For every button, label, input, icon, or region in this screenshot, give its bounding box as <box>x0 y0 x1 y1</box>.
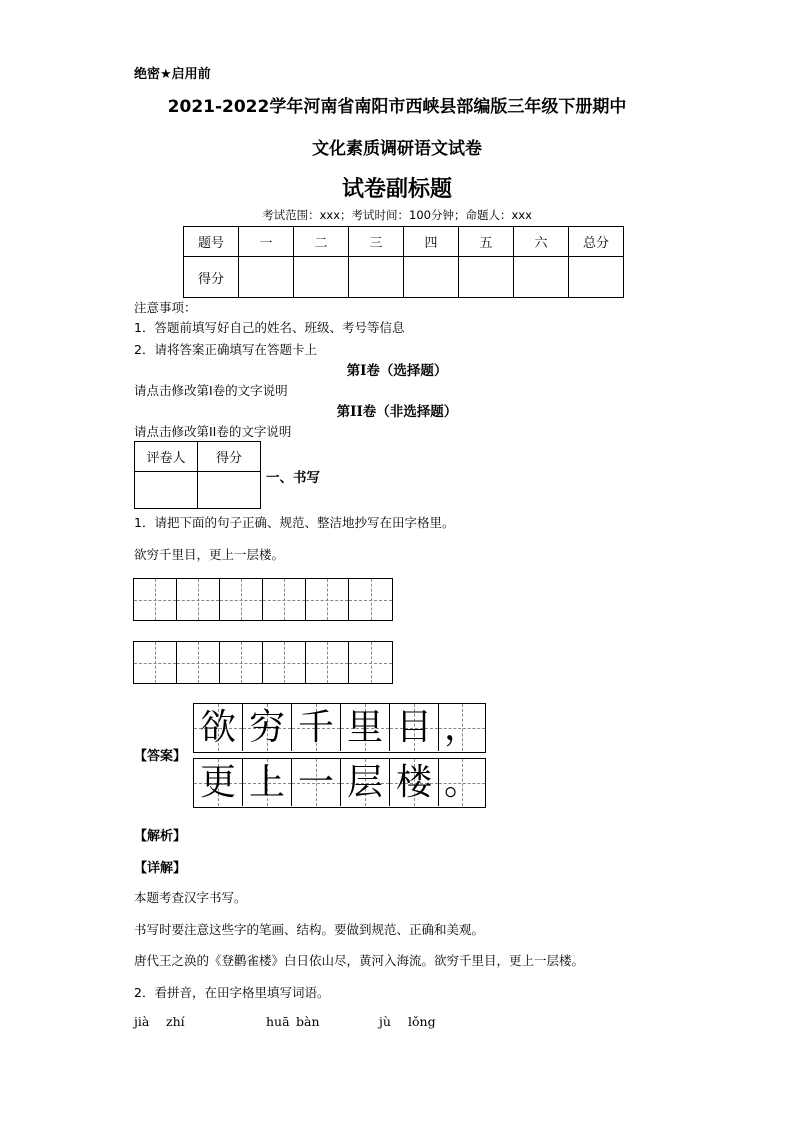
detail-label: 【详解】 <box>134 861 187 876</box>
tian-cell[interactable] <box>306 579 349 620</box>
tian-cell[interactable] <box>306 642 349 683</box>
score-header-cell: 二 <box>294 227 349 257</box>
answer-cell <box>439 759 485 806</box>
score-header-cell: 总分 <box>569 227 624 257</box>
grader-header: 评卷人 <box>135 442 198 472</box>
grader-input-cell[interactable] <box>198 472 261 509</box>
score-header-cell: 五 <box>459 227 514 257</box>
volume2-desc[interactable]: 请点击修改第II卷的文字说明 <box>134 424 292 439</box>
answer-char: 楼 <box>395 762 432 803</box>
pinyin-syllable: zhí <box>166 1014 185 1029</box>
answer-char: 一 <box>297 762 334 803</box>
grader-input-cell[interactable] <box>135 472 198 509</box>
score-header-cell: 三 <box>349 227 404 257</box>
answer-cell <box>390 759 439 806</box>
analysis-line: 书写时要注意这些字的笔画、结构。要做到规范、正确和美观。 <box>134 922 485 937</box>
question1-sentence: 欲穷千里目，更上一层楼。 <box>134 547 285 562</box>
answer-label: 【答案】 <box>134 749 187 764</box>
answer-cell <box>243 704 292 751</box>
analysis-line: 唐代王之涣的《登鹳雀楼》白日依山尽，黄河入海流。欲穷千里目，更上一层楼。 <box>134 953 585 968</box>
answer-char: 目 <box>395 707 432 748</box>
volume2-title: 第II卷（非选择题） <box>336 404 458 420</box>
score-header-cell: 四 <box>404 227 459 257</box>
answer-cell <box>341 759 390 806</box>
answer-grid-row <box>193 758 486 808</box>
score-input-cell[interactable] <box>459 257 514 298</box>
tian-cell[interactable] <box>177 579 220 620</box>
answer-cell <box>194 759 243 806</box>
score-header-cell: 六 <box>514 227 569 257</box>
exam-title-line2: 文化素质调研语文试卷 <box>312 139 482 159</box>
tian-cell[interactable] <box>177 642 220 683</box>
pinyin-syllable: jià <box>134 1014 150 1029</box>
question2-prompt: 2．看拼音，在田字格里填写词语。 <box>134 985 330 1000</box>
answer-grid-row <box>193 703 486 753</box>
tian-cell[interactable] <box>349 642 392 683</box>
answer-char: ， <box>443 707 480 748</box>
notes-item: 2．请将答案正确填写在答题卡上 <box>134 342 317 357</box>
analysis-line: 本题考查汉字书写。 <box>134 890 247 905</box>
exam-subtitle: 试卷副标题 <box>341 177 452 202</box>
answer-char: 更 <box>199 762 236 803</box>
pinyin-syllable: lǒng <box>408 1014 436 1029</box>
pinyin-syllable: jù <box>379 1014 391 1029</box>
score-input-cell[interactable] <box>514 257 569 298</box>
answer-cell <box>439 704 485 751</box>
answer-cell <box>390 704 439 751</box>
exam-info: 考试范围：xxx；考试时间：100分钟；命题人：xxx <box>262 208 532 222</box>
tian-cell[interactable] <box>263 642 306 683</box>
exam-title-line1: 2021-2022学年河南省南阳市西峡县部编版三年级下册期中 <box>167 97 627 117</box>
answer-char: 上 <box>248 762 285 803</box>
pinyin-syllable: bàn <box>296 1014 320 1029</box>
answer-cell <box>292 704 341 751</box>
score-input-cell[interactable] <box>349 257 404 298</box>
question1-prompt: 1．请把下面的句子正确、规范、整洁地抄写在田字格里。 <box>134 515 455 530</box>
score-table <box>183 226 624 298</box>
score-header-cell: 一 <box>239 227 294 257</box>
tian-cell[interactable] <box>220 579 263 620</box>
volume1-title: 第I卷（选择题） <box>346 363 448 379</box>
notes-title: 注意事项： <box>134 300 197 315</box>
answer-char: 欲 <box>199 707 236 748</box>
score-header-cell: 题号 <box>184 227 239 257</box>
section-title: 一、书写 <box>266 470 320 486</box>
tian-cell[interactable] <box>263 579 306 620</box>
answer-char: 层 <box>346 762 383 803</box>
score-input-cell[interactable] <box>239 257 294 298</box>
answer-cell <box>341 704 390 751</box>
grader-header: 得分 <box>198 442 261 472</box>
score-row-label: 得分 <box>184 257 239 298</box>
score-input-cell[interactable] <box>569 257 624 298</box>
practice-grid-row <box>133 578 393 621</box>
analysis-label: 【解析】 <box>134 829 187 844</box>
tian-cell[interactable] <box>220 642 263 683</box>
tian-cell[interactable] <box>349 579 392 620</box>
answer-char: 。 <box>443 762 480 803</box>
secret-label: 绝密★启用前 <box>134 67 211 82</box>
tian-cell[interactable] <box>134 579 177 620</box>
answer-cell <box>292 759 341 806</box>
answer-cell <box>243 759 292 806</box>
answer-char: 里 <box>346 707 383 748</box>
notes-item: 1．答题前填写好自己的姓名、班级、考号等信息 <box>134 320 405 335</box>
answer-cell <box>194 704 243 751</box>
answer-char: 千 <box>297 707 334 748</box>
score-input-cell[interactable] <box>404 257 459 298</box>
grader-table <box>134 441 261 509</box>
practice-grid-row <box>133 641 393 684</box>
pinyin-syllable: huā <box>266 1014 290 1029</box>
answer-char: 穷 <box>248 707 285 748</box>
tian-cell[interactable] <box>134 642 177 683</box>
score-input-cell[interactable] <box>294 257 349 298</box>
volume1-desc[interactable]: 请点击修改第I卷的文字说明 <box>134 383 288 398</box>
